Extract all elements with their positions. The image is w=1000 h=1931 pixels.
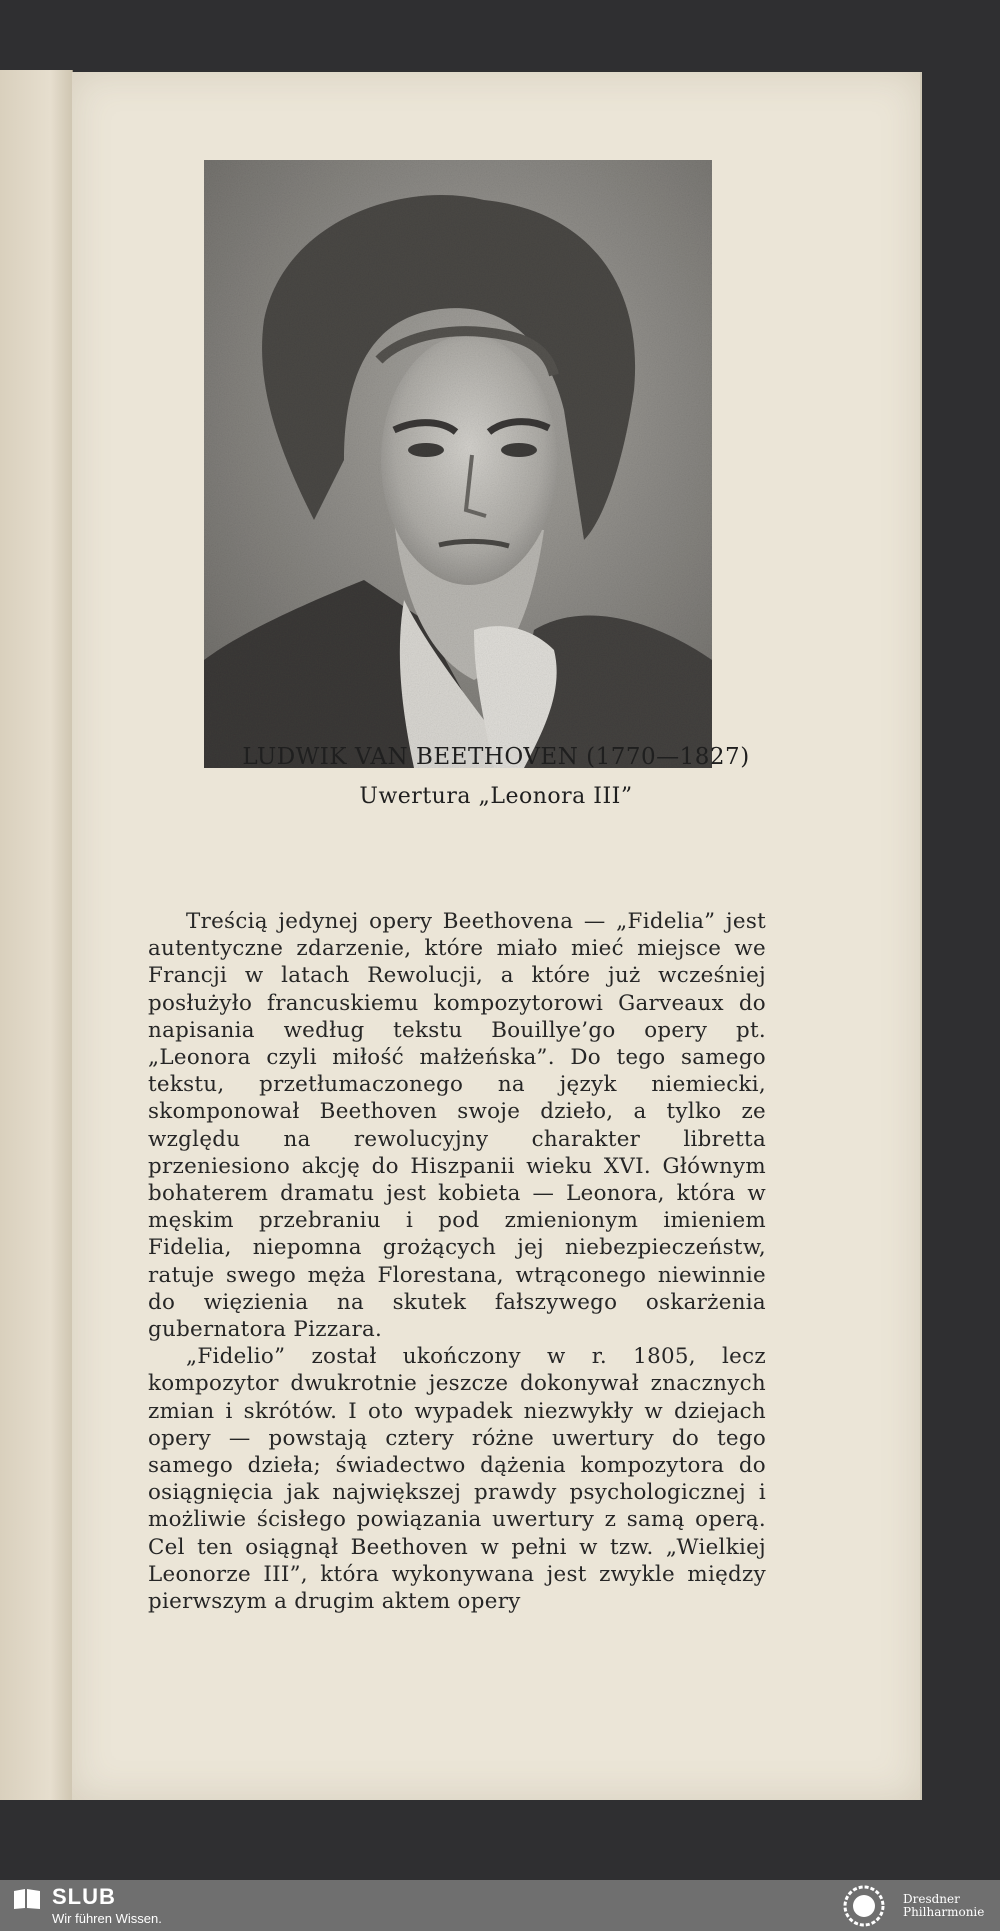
partner-name-line2: Philharmonie	[903, 1905, 985, 1919]
body-text	[148, 908, 766, 1615]
partner-name-line1: Dresdner	[903, 1892, 960, 1906]
paragraph: „Fidelio” został ukończony w r. 1805, lecz kompozytor dwukrotnie jeszcze dokonywał znacznych zmian i skrótów. I oto wypadek niezwykły w dziejach opery — powstają cztery różne uwertury do tego samego dzieła; świadectwo dążenia kompozytora do osiągnięcia jak największej prawdy psychologicznej i możliwie ścisłego powiązania uwertury z samą operą. Cel ten osiągnął Beethoven w pełni w tzw. „Wielkiej Leonorze III”, która wykonywana jest zwykle między pierwszym a drugim aktem opery	[148, 1344, 766, 1615]
beethoven-portrait-image	[204, 160, 712, 768]
paragraph: Treścią jedynej opery Beethovena — „Fidelia” jest autentyczne zdarzenie, które miało mieć miejsce we Francji w latach Rewolucji, a które już wcześniej posłużyło francuskiemu kompozytorowi Garveaux do napisania według tekstu Bouillye’go opery pt. „Leonora czyli miłość małżeńska”. Do tego samego tekstu, przetłumaczonego na język niemiecki, skomponował Beethoven swoje dzieło, a tylko ze względu na rewolucyjny charakter libretta przeniesiono akcję do Hiszpanii wieku XVI. Głównym bohaterem dramatu jest kobieta — Leonora, która w męskim przebraniu i pod zmienionym imieniem Fidelia, niepomna grożących jej niebezpieczeństw, ratuje swego męża Florestana, wtrąconego niewinnie do więzienia na skutek fałszywego oskarżenia gubernatora Pizzara.	[148, 909, 766, 1343]
facing-page-edge	[0, 70, 73, 1800]
philharmonie-logo-icon	[842, 1884, 886, 1928]
slub-book-icon	[12, 1888, 42, 1910]
viewer-footer-bar	[0, 1880, 1000, 1931]
page-subtitle: Uwertura „Leonora III”	[359, 784, 633, 809]
partner-name	[903, 1893, 984, 1919]
library-tagline: Wir führen Wissen.	[52, 1911, 162, 1926]
document-heading	[72, 744, 920, 809]
page-title: LUDWIK VAN BEETHOVEN (1770—1827)	[242, 744, 750, 770]
library-logo-text: SLUB	[52, 1884, 116, 1909]
